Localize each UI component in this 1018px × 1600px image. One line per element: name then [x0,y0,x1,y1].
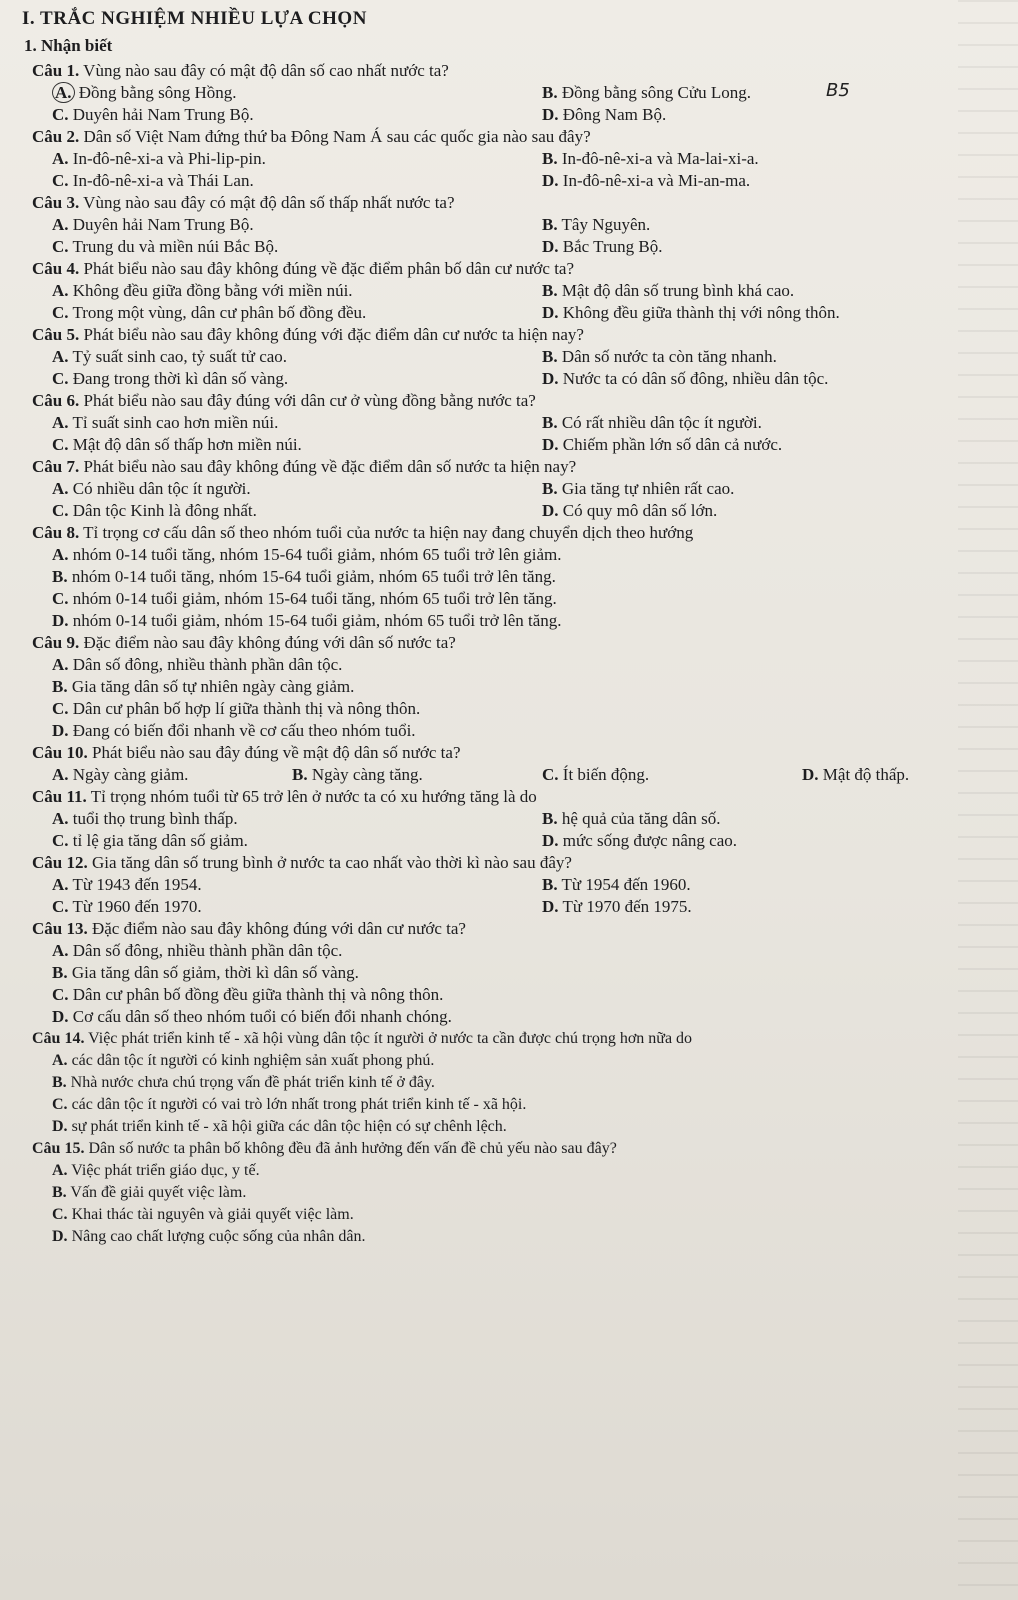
question-stem: Gia tăng dân số trung bình ở nước ta cao nhất vào thời kì nào sau đây? [87,853,572,872]
option-text: Từ 1943 đến 1954. [68,875,202,894]
option-text: Đồng bằng sông Cửu Long. [557,83,751,102]
question-list [22,60,972,1248]
answer-option-a[interactable] [52,346,542,368]
option-letter: B. [52,567,68,586]
question-stem: Tỉ trọng nhóm tuổi từ 65 trở lên ở nước ta có xu hướng tăng là do [86,787,537,806]
question-7 [32,456,972,522]
answer-option-b[interactable] [52,676,992,698]
answer-option-a[interactable] [52,808,542,830]
question-text [32,456,972,478]
option-letter: D. [52,1228,68,1245]
answer-option-d[interactable] [542,170,1002,192]
option-letter: A. [52,347,69,366]
answer-option-d[interactable] [52,610,992,632]
answer-option-c[interactable] [52,984,992,1006]
option-text: Bắc Trung Bộ. [558,237,663,256]
subsection-title: 1. Nhận biết [24,36,113,55]
answer-option-b[interactable] [542,82,1002,104]
option-text: Mật độ dân số trung bình khá cao. [557,281,795,300]
question-stem: Phát biểu nào sau đây đúng với dân cư ở vùng đồng bằng nước ta? [79,391,536,410]
option-text: Tây Nguyên. [557,215,651,234]
option-letter: A. [52,82,75,103]
question-3 [32,192,972,258]
option-text: Tỷ suất sinh cao, tỷ suất tử cao. [68,347,288,366]
option-text: Mật độ thấp. [818,765,910,784]
answer-options [52,148,972,192]
option-letter: C. [52,369,69,388]
question-text [32,742,972,764]
answer-option-d[interactable] [802,764,1012,786]
option-letter: C. [52,897,69,916]
handwritten-mark: B5 [826,80,850,101]
option-letter: C. [52,303,69,322]
question-text [32,60,972,82]
option-letter: C. [52,831,69,850]
answer-option-c[interactable] [52,434,542,456]
question-14 [32,1028,972,1138]
question-number: Câu 8. [32,523,80,542]
option-letter: D. [542,501,559,520]
option-letter: C. [52,985,69,1004]
answer-option-a[interactable] [52,1160,992,1182]
option-letter: C. [52,501,69,520]
option-text: Không đều giữa đồng bằng với miền núi. [68,281,353,300]
option-text: Ngày càng giảm. [68,765,189,784]
option-letter: B. [542,809,558,828]
option-text: Việc phát triển giáo dục, y tế. [67,1162,260,1179]
question-number: Câu 3. [32,193,80,212]
option-text: Trong một vùng, dân cư phân bố đồng đều. [68,303,367,322]
answer-option-c[interactable] [52,104,542,126]
option-letter: A. [52,875,69,894]
option-text: Đông Nam Bộ. [558,105,667,124]
option-letter: A. [52,1052,68,1069]
answer-option-d[interactable] [542,302,1002,324]
option-letter: A. [52,149,69,168]
question-stem: Đặc điểm nào sau đây không đúng với dân số nước ta? [79,633,456,652]
option-letter: D. [52,1118,68,1135]
option-text: Không đều giữa thành thị với nông thôn. [558,303,840,322]
question-4 [32,258,972,324]
option-text: Dân số nước ta còn tăng nhanh. [557,347,777,366]
option-text: Vấn đề giải quyết việc làm. [66,1184,247,1201]
answer-option-c[interactable] [52,830,542,852]
answer-options [52,1050,972,1138]
option-text: Duyên hải Nam Trung Bộ. [68,215,254,234]
question-text [32,192,972,214]
question-number: Câu 15. [32,1140,85,1157]
option-text: Từ 1960 đến 1970. [68,897,202,916]
option-letter: A. [52,941,69,960]
question-stem: Vùng nào sau đây có mật độ dân số cao nhất nước ta? [79,61,449,80]
option-text: sự phát triển kinh tế - xã hội giữa các dân tộc hiện có sự chênh lệch. [67,1118,507,1135]
option-letter: B. [52,1074,67,1091]
answer-option-c[interactable] [52,236,542,258]
option-text: mức sống được nâng cao. [558,831,738,850]
question-5 [32,324,972,390]
question-number: Câu 10. [32,743,88,762]
answer-option-c[interactable] [542,764,802,786]
question-text [32,632,972,654]
answer-option-b[interactable] [542,478,1002,500]
answer-options [52,544,972,632]
answer-option-b[interactable] [542,280,1002,302]
question-text [32,126,972,148]
answer-option-d[interactable] [542,104,1002,126]
answer-option-a[interactable] [52,82,542,104]
option-letter: A. [52,765,69,784]
option-text: Có nhiều dân tộc ít người. [68,479,251,498]
answer-option-a[interactable] [52,1050,992,1072]
option-letter: D. [802,765,819,784]
answer-option-a[interactable] [52,148,542,170]
question-text [32,522,972,544]
option-letter: B. [52,963,68,982]
option-letter: D. [542,105,559,124]
option-text: Dân cư phân bố đồng đều giữa thành thị và nông thôn. [68,985,444,1004]
answer-option-c[interactable] [52,1204,992,1226]
option-letter: B. [542,83,558,102]
option-text: In-đô-nê-xi-a và Phi-lip-pin. [68,149,266,168]
option-text: In-đô-nê-xi-a và Mi-an-ma. [558,171,751,190]
option-text: Có rất nhiều dân tộc ít người. [557,413,762,432]
question-text [32,258,972,280]
question-11 [32,786,972,852]
option-letter: A. [52,809,69,828]
question-number: Câu 13. [32,919,88,938]
question-stem: Dân số nước ta phân bố không đều đã ảnh hưởng đến vấn đề chủ yếu nào sau đây? [84,1140,617,1157]
answer-option-d[interactable] [52,720,992,742]
option-text: Ngày càng tăng. [307,765,423,784]
option-letter: C. [52,105,69,124]
answer-option-a[interactable] [52,214,542,236]
question-8 [32,522,972,632]
option-text: Nước ta có dân số đông, nhiều dân tộc. [558,369,829,388]
question-text [32,324,972,346]
question-text [32,918,972,940]
question-text [32,852,972,874]
answer-option-a[interactable] [52,764,292,786]
answer-option-b[interactable] [542,214,1002,236]
option-text: Trung du và miền núi Bắc Bộ. [68,237,279,256]
answer-options [52,214,972,258]
option-text: Gia tăng dân số giảm, thời kì dân số vàng. [67,963,359,982]
option-text: Duyên hải Nam Trung Bộ. [68,105,254,124]
option-letter: A. [52,1162,68,1179]
question-text [32,1028,972,1050]
question-number: Câu 6. [32,391,80,410]
question-10 [32,742,972,786]
option-letter: C. [52,589,69,608]
option-text: Từ 1954 đến 1960. [557,875,691,894]
option-text: nhóm 0-14 tuổi giảm, nhóm 15-64 tuổi giảm, nhóm 65 tuổi trở lên tăng. [68,611,562,630]
answer-option-c[interactable] [52,500,542,522]
option-letter: A. [52,413,69,432]
question-stem: Phát biểu nào sau đây không đúng về đặc điểm phân bố dân cư nước ta? [79,259,575,278]
option-letter: B. [542,215,558,234]
option-text: Dân số đông, nhiều thành phần dân tộc. [68,941,343,960]
option-text: hệ quả của tăng dân số. [557,809,721,828]
option-letter: B. [542,479,558,498]
question-number: Câu 11. [32,787,87,806]
question-9 [32,632,972,742]
answer-option-c[interactable] [52,368,542,390]
option-text: Khai thác tài nguyên và giải quyết việc làm. [67,1206,354,1223]
option-text: Gia tăng dân số tự nhiên ngày càng giảm. [67,677,355,696]
option-letter: C. [52,699,69,718]
option-text: nhóm 0-14 tuổi giảm, nhóm 15-64 tuổi tăng, nhóm 65 tuổi trở lên tăng. [68,589,557,608]
question-number: Câu 5. [32,325,80,344]
option-text: Đang trong thời kì dân số vàng. [68,369,289,388]
answer-option-a[interactable] [52,874,542,896]
answer-option-b[interactable] [52,1072,992,1094]
option-letter: C. [52,1206,68,1223]
question-text [32,1138,972,1160]
option-letter: A. [52,545,69,564]
option-letter: B. [52,1184,67,1201]
option-letter: D. [542,303,559,322]
question-stem: Đặc điểm nào sau đây không đúng với dân cư nước ta? [87,919,466,938]
answer-option-b[interactable] [52,1182,992,1204]
option-letter: B. [542,413,558,432]
question-number: Câu 2. [32,127,80,146]
answer-option-a[interactable] [52,544,992,566]
question-number: Câu 7. [32,457,80,476]
answer-option-b[interactable] [542,148,1002,170]
answer-option-a[interactable] [52,412,542,434]
option-text: In-đô-nê-xi-a và Ma-lai-xi-a. [557,149,759,168]
option-letter: D. [542,171,559,190]
answer-option-b[interactable] [542,808,1002,830]
answer-option-a[interactable] [52,940,992,962]
answer-option-b[interactable] [542,346,1002,368]
question-12 [32,852,972,918]
answer-option-d[interactable] [542,368,1002,390]
answer-option-d[interactable] [52,1116,992,1138]
option-text: Dân số đông, nhiều thành phần dân tộc. [68,655,343,674]
question-6 [32,390,972,456]
option-letter: C. [52,435,69,454]
option-letter: B. [542,875,558,894]
answer-options [52,874,972,918]
answer-options [52,280,972,324]
answer-option-a[interactable] [52,280,542,302]
option-text: Nâng cao chất lượng cuộc sống của nhân dân. [67,1228,366,1245]
answer-options [52,940,972,1028]
answer-option-d[interactable] [542,830,1002,852]
option-text: nhóm 0-14 tuổi tăng, nhóm 15-64 tuổi giảm, nhóm 65 tuổi trở lên giảm. [68,545,562,564]
answer-option-c[interactable] [52,1094,992,1116]
option-letter: B. [292,765,308,784]
option-letter: D. [542,237,559,256]
answer-option-d[interactable] [542,434,1002,456]
option-text: Có quy mô dân số lớn. [558,501,718,520]
question-text [32,390,972,412]
option-text: Dân tộc Kinh là đông nhất. [68,501,257,520]
option-letter: A. [52,479,69,498]
answer-option-c[interactable] [52,896,542,918]
option-text: nhóm 0-14 tuổi tăng, nhóm 15-64 tuổi giảm, nhóm 65 tuổi trở lên tăng. [67,567,556,586]
question-number: Câu 1. [32,61,80,80]
worksheet-content [22,6,972,1248]
option-letter: D. [52,611,69,630]
answer-option-b[interactable] [52,566,992,588]
option-text: Tỉ suất sinh cao hơn miền núi. [68,413,279,432]
question-stem: Dân số Việt Nam đứng thứ ba Đông Nam Á sau các quốc gia nào sau đây? [79,127,591,146]
option-text: Chiếm phần lớn số dân cả nước. [558,435,783,454]
answer-option-d[interactable] [52,1226,992,1248]
question-stem: Việc phát triển kinh tế - xã hội vùng dân tộc ít người ở nước ta cần được chú trọng hơn nữa do [84,1030,693,1047]
question-stem: Phát biểu nào sau đây đúng về mật độ dân số nước ta? [87,743,461,762]
section-title: I. TRẮC NGHIỆM NHIỀU LỰA CHỌN [22,8,367,29]
answer-option-c[interactable] [52,698,992,720]
question-text [32,786,972,808]
answer-option-b[interactable] [292,764,542,786]
question-2 [32,126,972,192]
option-letter: B. [542,281,558,300]
option-text: Cơ cấu dân số theo nhóm tuổi có biến đổi nhanh chóng. [68,1007,452,1026]
answer-option-d[interactable] [52,1006,992,1028]
answer-options [52,808,972,852]
option-letter: B. [542,149,558,168]
answer-option-b[interactable] [52,962,992,984]
answer-option-c[interactable] [52,302,542,324]
question-stem: Vùng nào sau đây có mật độ dân số thấp nhất nước ta? [79,193,455,212]
option-text: Đang có biến đổi nhanh về cơ cấu theo nhóm tuổi. [68,721,416,740]
question-number: Câu 12. [32,853,88,872]
option-letter: C. [52,171,69,190]
question-stem: Phát biểu nào sau đây không đúng với đặc điểm dân cư nước ta hiện nay? [79,325,584,344]
answer-options [52,654,972,742]
option-text: các dân tộc ít người có kinh nghiệm sản xuất phong phú. [67,1052,435,1069]
option-text: Gia tăng tự nhiên rất cao. [557,479,735,498]
option-letter: B. [52,677,68,696]
option-letter: D. [542,369,559,388]
option-text: Ít biến động. [558,765,650,784]
question-13 [32,918,972,1028]
question-15 [32,1138,972,1248]
option-letter: B. [542,347,558,366]
answer-option-a[interactable] [52,478,542,500]
option-letter: D. [542,831,559,850]
question-stem: Tỉ trọng cơ cấu dân số theo nhóm tuổi của nước ta hiện nay đang chuyển dịch theo hướng [79,523,694,542]
answer-options [52,1160,972,1248]
option-text: các dân tộc ít người có vai trò lớn nhất trong phát triển kinh tế - xã hội. [67,1096,527,1113]
option-text: tỉ lệ gia tăng dân số giảm. [68,831,248,850]
option-letter: D. [52,721,69,740]
option-letter: C. [542,765,559,784]
option-text: Nhà nước chưa chú trọng vấn đề phát triển kinh tế ở đây. [66,1074,435,1091]
question-number: Câu 14. [32,1030,85,1047]
option-text: Từ 1970 đến 1975. [558,897,692,916]
option-text: tuổi thọ trung bình thấp. [68,809,238,828]
question-number: Câu 9. [32,633,80,652]
answer-option-c[interactable] [52,170,542,192]
answer-option-a[interactable] [52,654,992,676]
answer-option-d[interactable] [542,500,1002,522]
option-letter: C. [52,1096,68,1113]
answer-options [52,478,972,522]
answer-options [52,764,972,786]
option-text: Dân cư phân bố hợp lí giữa thành thị và nông thôn. [68,699,421,718]
answer-options [52,412,972,456]
answer-option-b[interactable] [542,412,1002,434]
option-text: In-đô-nê-xi-a và Thái Lan. [68,171,254,190]
option-letter: D. [542,435,559,454]
option-text: Mật độ dân số thấp hơn miền núi. [68,435,302,454]
option-letter: A. [52,215,69,234]
question-number: Câu 4. [32,259,80,278]
option-letter: A. [52,281,69,300]
answer-option-c[interactable] [52,588,992,610]
option-letter: D. [542,897,559,916]
answer-option-d[interactable] [542,236,1002,258]
option-letter: D. [52,1007,69,1026]
option-text: Đồng bằng sông Hồng. [74,83,237,102]
question-stem: Phát biểu nào sau đây không đúng về đặc điểm dân số nước ta hiện nay? [79,457,577,476]
answer-options [52,346,972,390]
answer-option-d[interactable] [542,896,1002,918]
option-letter: C. [52,237,69,256]
answer-option-b[interactable] [542,874,1002,896]
option-letter: A. [52,655,69,674]
